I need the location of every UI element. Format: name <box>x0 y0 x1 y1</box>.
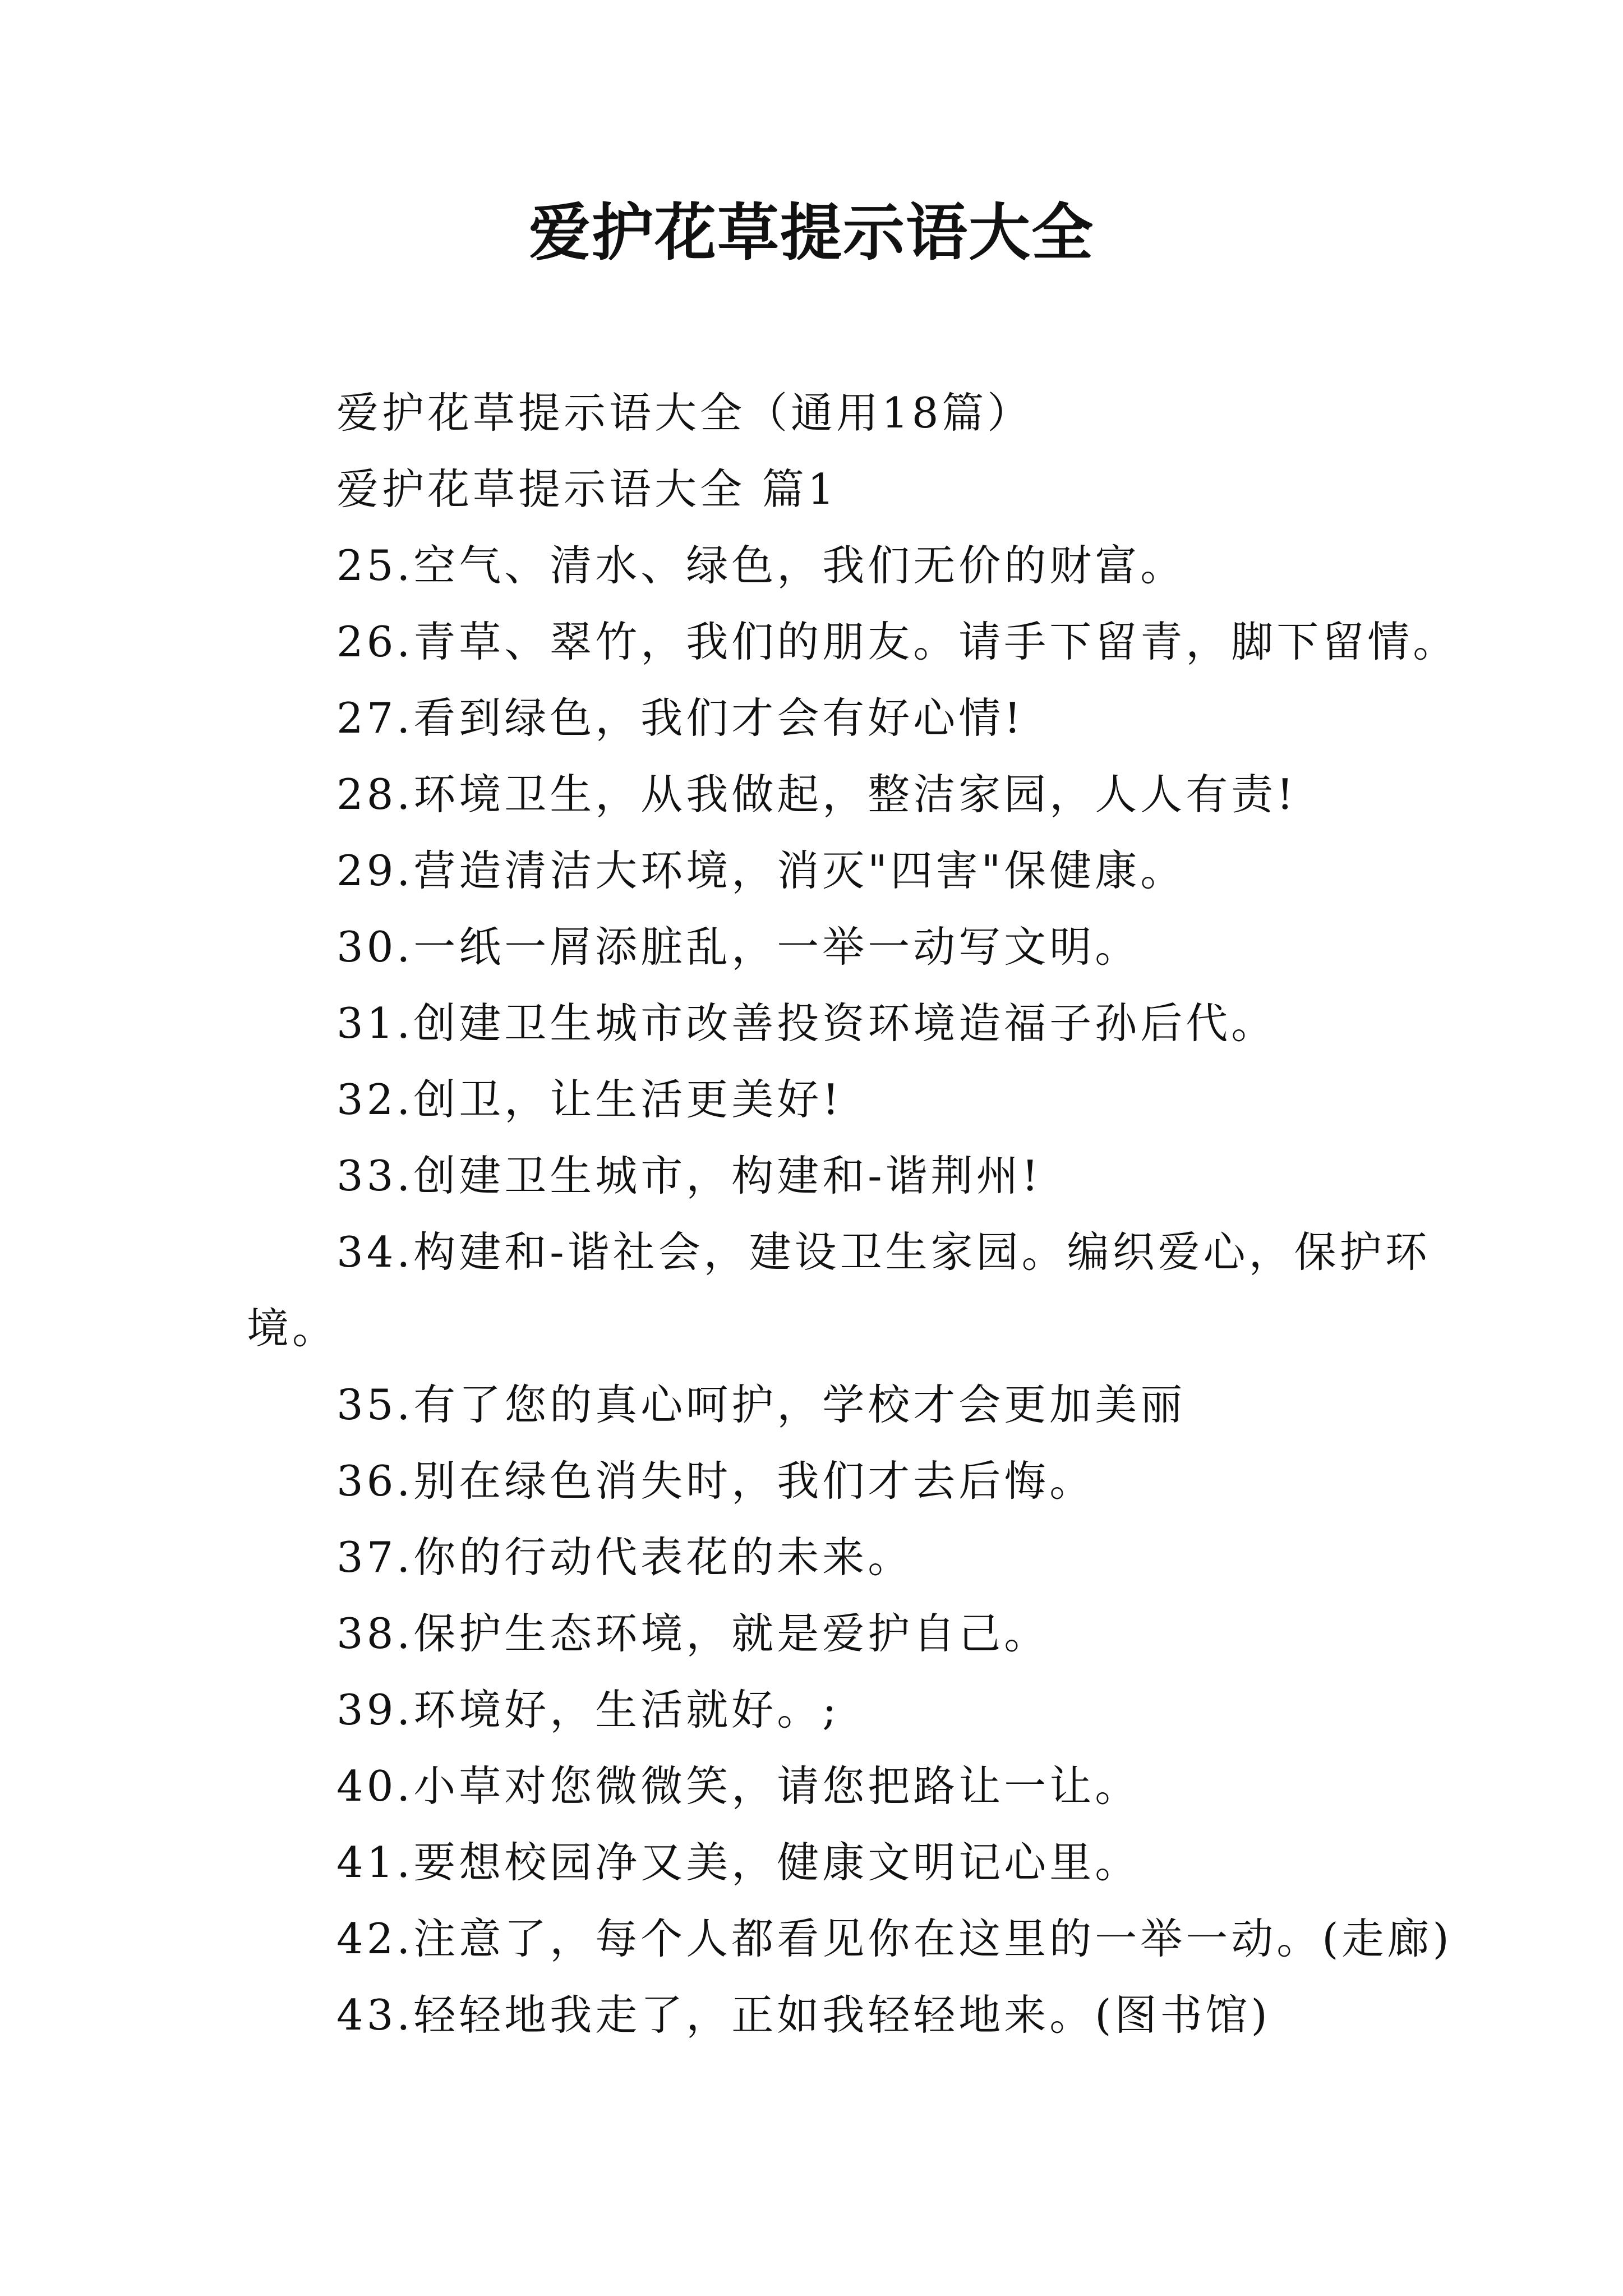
document-body <box>247 375 1459 2053</box>
paragraph-line: 26.青草、翠竹，我们的朋友。请手下留青，脚下留情。 <box>336 617 1459 666</box>
paragraph-line: 25.空气、清水、绿色，我们无价的财富。 <box>336 541 1186 590</box>
paragraph-line: 35.有了您的真心呵护，学校才会更加美丽 <box>336 1380 1186 1429</box>
paragraph-line: 40.小草对您微微笑，请您把路让一让。 <box>336 1761 1141 1811</box>
paragraph-line: 31.创建卫生城市改善投资环境造福子孙后代。 <box>336 999 1277 1048</box>
paragraph-line: 41.要想校园净又美，健康文明记心里。 <box>336 1838 1141 1887</box>
paragraph-line-continuation: 境。 <box>247 1304 338 1353</box>
paragraph-line: 37.你的行动代表花的未来。 <box>336 1533 914 1582</box>
paragraph-line: 32.创卫，让生活更美好! <box>336 1075 843 1124</box>
paragraph-line: 爱护花草提示语大全（通用18篇） <box>336 388 1033 438</box>
paragraph-line: 28.环境卫生，从我做起，整洁家园，人人有责! <box>336 770 1297 819</box>
paragraph-line: 30.一纸一屑添脏乱，一举一动写文明。 <box>336 922 1141 972</box>
paragraph-line: 27.看到绿色，我们才会有好心情! <box>336 693 1025 743</box>
paragraph-line: 29.营造清洁大环境，消灭"四害"保健康。 <box>336 846 1186 895</box>
paragraph-line: 39.环境好，生活就好。; <box>336 1685 840 1734</box>
paragraph-line: 38.保护生态环境，就是爱护自己。 <box>336 1609 1050 1658</box>
paragraph-line: 36.别在绿色消失时，我们才去后悔。 <box>336 1456 1095 1506</box>
paragraph-line: 42.注意了，每个人都看见你在这里的一举一动。(走廊) <box>336 1914 1453 1963</box>
document-title: 爱护花草提示语大全 <box>529 197 1094 269</box>
paragraph-line: 33.创建卫生城市，构建和-谐荆州! <box>336 1151 1042 1200</box>
paragraph-line: 爱护花草提示语大全 篇1 <box>336 464 838 514</box>
paragraph-line: 34.构建和-谐社会，建设卫生家园。编织爱心，保护环 <box>336 1227 1431 1277</box>
paragraph-line: 43.轻轻地我走了，正如我轻轻地来。(图书馆) <box>336 1990 1271 2040</box>
